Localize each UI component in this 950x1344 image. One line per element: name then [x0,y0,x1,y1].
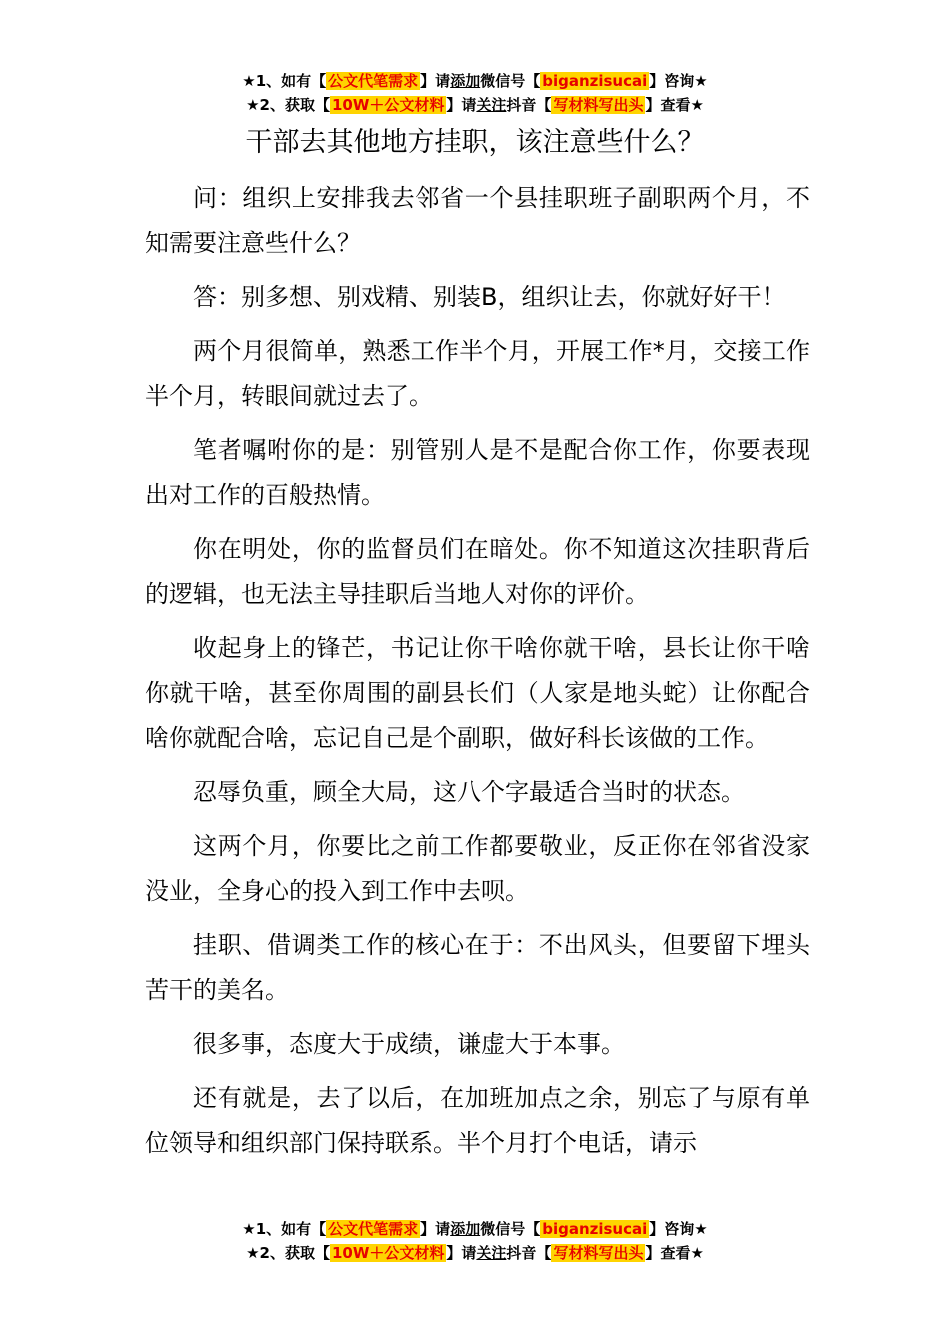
promo-text: ★2、获取【 [246,96,330,114]
promo-text: 抖音【 [506,96,552,114]
promo-text: 】咨询★ [649,72,708,90]
paragraph: 笔者嘱咐你的是：别管别人是不是配合你工作，你要表现出对工作的百般热情。 [145,436,810,509]
promo-wechat-id: biganzisucai [542,72,648,90]
promo-underline: 关注 [476,1244,507,1262]
promo-highlight: 10W＋公文材料 [331,96,445,114]
promo-text: 微信号【 [480,72,541,90]
paragraph: 两个月很简单，熟悉工作半个月，开展工作*月，交接工作半个月，转眼间就过去了。 [145,337,810,410]
promo-text: ★1、如有【 [242,1220,327,1238]
promo-underline: 添加 [450,1220,481,1238]
paragraph: 很多事，态度大于成绩，谦虚大于本事。 [193,1030,625,1058]
footer-promo-line-1 [0,1218,950,1240]
promo-underline: 添加 [450,72,481,90]
document-body [145,176,810,1175]
header-promo-line-2 [0,94,950,116]
promo-text: 】查看★ [645,1244,704,1262]
promo-underline: 关注 [476,96,507,114]
paragraph: 收起身上的锋芒，书记让你干啥你就干啥，县长让你干啥你就干啥，甚至你周围的副县长们（人家是地头蛇）让你配合啥你就配合啥，忘记自己是个副职，做好科长该做的工作。 [145,634,810,752]
promo-text: ★1、如有【 [242,72,327,90]
paragraph: 答：别多想、别戏精、别装B，组织让去，你就好好干！ [193,283,786,311]
promo-text: 】咨询★ [649,1220,708,1238]
promo-wechat-id: biganzisucai [542,1220,648,1238]
promo-text: 】请 [420,1220,451,1238]
paragraph: 挂职、借调类工作的核心在于：不出风头，但要留下埋头苦干的美名。 [145,931,810,1004]
promo-text: 】请 [446,1244,477,1262]
paragraph: 还有就是，去了以后，在加班加点之余，别忘了与原有单位领导和组织部门保持联系。半个月打个电话，请示 [145,1084,810,1157]
promo-text: 】请 [420,72,451,90]
promo-highlight: 10W＋公文材料 [331,1244,445,1262]
promo-text: ★2、获取【 [246,1244,330,1262]
promo-text: 】查看★ [645,96,704,114]
paragraph: 忍辱负重，顾全大局，这八个字最适合当时的状态。 [193,778,745,806]
paragraph: 你在明处，你的监督员们在暗处。你不知道这次挂职背后的逻辑，也无法主导挂职后当地人对你的评价。 [145,535,810,608]
header-promo-line-1 [0,70,950,92]
document-title: 干部去其他地方挂职，该注意些什么？ [245,127,705,158]
paragraph: 这两个月，你要比之前工作都要敬业，反正你在邻省没家没业，全身心的投入到工作中去呗。 [145,832,810,905]
paragraph: 问：组织上安排我去邻省一个县挂职班子副职两个月，不知需要注意些什么？ [145,184,810,257]
footer-promo-line-2 [0,1242,950,1264]
promo-text: 抖音【 [506,1244,552,1262]
promo-text: 微信号【 [480,1220,541,1238]
promo-highlight: 公文代笔需求 [328,72,419,90]
promo-douyin-id: 写材料写出头 [553,96,644,114]
promo-text: 】请 [446,96,477,114]
promo-highlight: 公文代笔需求 [328,1220,419,1238]
promo-douyin-id: 写材料写出头 [553,1244,644,1262]
